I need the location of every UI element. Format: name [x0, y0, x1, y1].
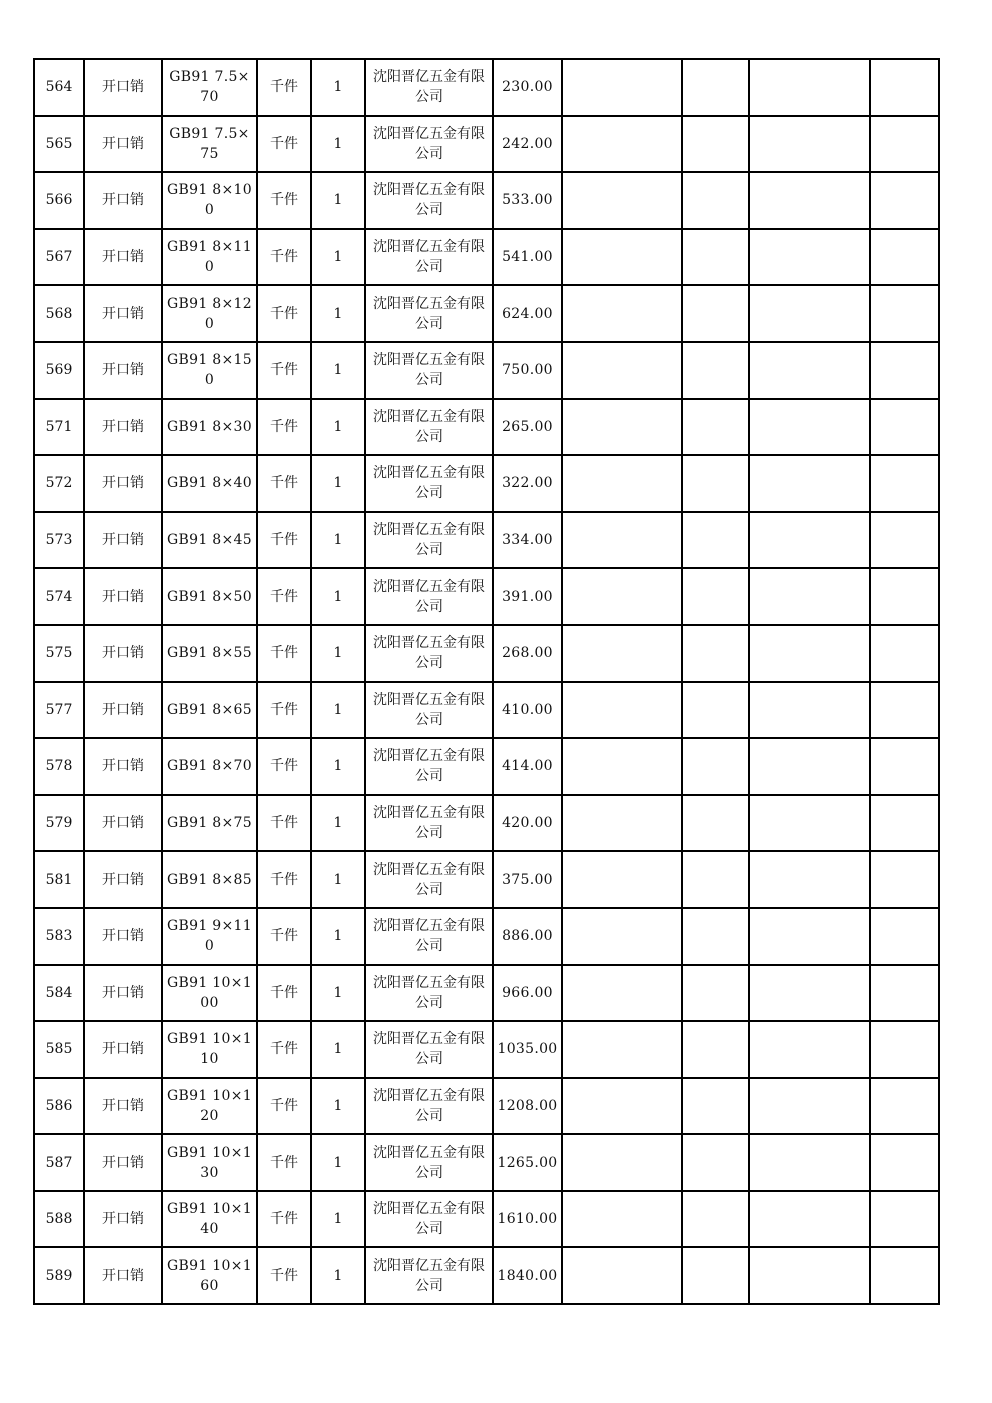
empty-cell — [749, 342, 870, 399]
empty-cell — [562, 59, 682, 116]
empty-cell — [749, 512, 870, 569]
item-unit-cell: 千件 — [257, 59, 311, 116]
item-supplier-cell: 沈阳晋亿五金有限公司 — [365, 908, 493, 965]
table-row — [34, 229, 939, 286]
item-price-cell: 541.00 — [493, 229, 562, 286]
empty-cell — [562, 1191, 682, 1248]
item-name-cell: 开口销 — [84, 455, 162, 512]
item-price-cell: 322.00 — [493, 455, 562, 512]
empty-cell — [749, 455, 870, 512]
empty-cell — [682, 568, 749, 625]
empty-cell — [749, 682, 870, 739]
empty-cell — [870, 908, 939, 965]
item-number-cell: 579 — [34, 795, 84, 852]
item-number-cell: 583 — [34, 908, 84, 965]
item-unit-cell: 千件 — [257, 172, 311, 229]
item-spec-cell: GB91 10×140 — [162, 1191, 257, 1248]
table-row — [34, 738, 939, 795]
empty-cell — [562, 1247, 682, 1304]
item-spec-cell: GB91 8×40 — [162, 455, 257, 512]
item-price-cell: 410.00 — [493, 682, 562, 739]
empty-cell — [682, 908, 749, 965]
item-unit-cell: 千件 — [257, 1247, 311, 1304]
item-price-cell: 242.00 — [493, 116, 562, 173]
item-number-cell: 586 — [34, 1078, 84, 1135]
table-row — [34, 908, 939, 965]
item-spec-cell: GB91 10×110 — [162, 1021, 257, 1078]
item-name-cell: 开口销 — [84, 512, 162, 569]
empty-cell — [870, 851, 939, 908]
empty-cell — [870, 1247, 939, 1304]
item-name-cell: 开口销 — [84, 399, 162, 456]
item-spec-cell: GB91 10×130 — [162, 1134, 257, 1191]
item-price-cell: 1035.00 — [493, 1021, 562, 1078]
table-row — [34, 1191, 939, 1248]
table-row — [34, 1078, 939, 1135]
item-quantity-cell: 1 — [311, 512, 365, 569]
empty-cell — [682, 455, 749, 512]
item-supplier-cell: 沈阳晋亿五金有限公司 — [365, 455, 493, 512]
item-quantity-cell: 1 — [311, 342, 365, 399]
item-spec-cell: GB91 8×75 — [162, 795, 257, 852]
item-supplier-cell: 沈阳晋亿五金有限公司 — [365, 1191, 493, 1248]
empty-cell — [749, 59, 870, 116]
item-price-cell: 268.00 — [493, 625, 562, 682]
item-unit-cell: 千件 — [257, 965, 311, 1022]
empty-cell — [682, 625, 749, 682]
empty-cell — [749, 116, 870, 173]
item-spec-cell: GB91 8×30 — [162, 399, 257, 456]
item-spec-cell: GB91 8×65 — [162, 682, 257, 739]
empty-cell — [682, 965, 749, 1022]
empty-cell — [749, 738, 870, 795]
item-price-cell: 265.00 — [493, 399, 562, 456]
empty-cell — [682, 1191, 749, 1248]
item-name-cell: 开口销 — [84, 1078, 162, 1135]
item-supplier-cell: 沈阳晋亿五金有限公司 — [365, 172, 493, 229]
empty-cell — [870, 342, 939, 399]
item-name-cell: 开口销 — [84, 1247, 162, 1304]
item-number-cell: 575 — [34, 625, 84, 682]
empty-cell — [562, 342, 682, 399]
item-unit-cell: 千件 — [257, 512, 311, 569]
item-spec-cell: GB91 8×50 — [162, 568, 257, 625]
empty-cell — [562, 795, 682, 852]
empty-cell — [870, 285, 939, 342]
item-quantity-cell: 1 — [311, 1247, 365, 1304]
price-table — [33, 58, 940, 1305]
item-quantity-cell: 1 — [311, 795, 365, 852]
empty-cell — [870, 59, 939, 116]
item-spec-cell: GB91 8×55 — [162, 625, 257, 682]
empty-cell — [749, 1078, 870, 1135]
item-price-cell: 375.00 — [493, 851, 562, 908]
item-name-cell: 开口销 — [84, 342, 162, 399]
item-quantity-cell: 1 — [311, 568, 365, 625]
empty-cell — [562, 738, 682, 795]
empty-cell — [682, 59, 749, 116]
empty-cell — [749, 1247, 870, 1304]
item-unit-cell: 千件 — [257, 1191, 311, 1248]
item-unit-cell: 千件 — [257, 285, 311, 342]
empty-cell — [870, 399, 939, 456]
item-name-cell: 开口销 — [84, 1021, 162, 1078]
item-spec-cell: GB91 10×160 — [162, 1247, 257, 1304]
item-quantity-cell: 1 — [311, 172, 365, 229]
item-spec-cell: GB91 10×120 — [162, 1078, 257, 1135]
item-price-cell: 966.00 — [493, 965, 562, 1022]
empty-cell — [870, 568, 939, 625]
empty-cell — [562, 116, 682, 173]
item-supplier-cell: 沈阳晋亿五金有限公司 — [365, 1078, 493, 1135]
empty-cell — [749, 965, 870, 1022]
table-row — [34, 965, 939, 1022]
table-row — [34, 625, 939, 682]
item-unit-cell: 千件 — [257, 908, 311, 965]
empty-cell — [682, 795, 749, 852]
item-supplier-cell: 沈阳晋亿五金有限公司 — [365, 1134, 493, 1191]
item-supplier-cell: 沈阳晋亿五金有限公司 — [365, 116, 493, 173]
item-supplier-cell: 沈阳晋亿五金有限公司 — [365, 682, 493, 739]
table-row — [34, 1021, 939, 1078]
empty-cell — [749, 1191, 870, 1248]
empty-cell — [870, 1191, 939, 1248]
empty-cell — [749, 229, 870, 286]
table-row — [34, 59, 939, 116]
empty-cell — [682, 1247, 749, 1304]
item-supplier-cell: 沈阳晋亿五金有限公司 — [365, 399, 493, 456]
item-spec-cell: GB91 7.5×75 — [162, 116, 257, 173]
item-quantity-cell: 1 — [311, 1191, 365, 1248]
empty-cell — [562, 568, 682, 625]
empty-cell — [749, 1021, 870, 1078]
item-name-cell: 开口销 — [84, 116, 162, 173]
item-unit-cell: 千件 — [257, 738, 311, 795]
item-number-cell: 569 — [34, 342, 84, 399]
item-supplier-cell: 沈阳晋亿五金有限公司 — [365, 568, 493, 625]
item-supplier-cell: 沈阳晋亿五金有限公司 — [365, 285, 493, 342]
table-row — [34, 116, 939, 173]
item-quantity-cell: 1 — [311, 1021, 365, 1078]
item-spec-cell: GB91 10×100 — [162, 965, 257, 1022]
item-price-cell: 750.00 — [493, 342, 562, 399]
empty-cell — [870, 1078, 939, 1135]
item-unit-cell: 千件 — [257, 625, 311, 682]
empty-cell — [682, 512, 749, 569]
item-price-cell: 414.00 — [493, 738, 562, 795]
empty-cell — [562, 455, 682, 512]
item-number-cell: 574 — [34, 568, 84, 625]
empty-cell — [562, 1078, 682, 1135]
item-price-cell: 420.00 — [493, 795, 562, 852]
item-price-cell: 334.00 — [493, 512, 562, 569]
item-price-cell: 1840.00 — [493, 1247, 562, 1304]
item-unit-cell: 千件 — [257, 342, 311, 399]
item-quantity-cell: 1 — [311, 59, 365, 116]
item-number-cell: 564 — [34, 59, 84, 116]
item-quantity-cell: 1 — [311, 1134, 365, 1191]
item-name-cell: 开口销 — [84, 795, 162, 852]
empty-cell — [870, 229, 939, 286]
item-name-cell: 开口销 — [84, 285, 162, 342]
item-number-cell: 578 — [34, 738, 84, 795]
item-name-cell: 开口销 — [84, 59, 162, 116]
empty-cell — [562, 1134, 682, 1191]
table-row — [34, 682, 939, 739]
item-name-cell: 开口销 — [84, 908, 162, 965]
empty-cell — [562, 682, 682, 739]
table-row — [34, 172, 939, 229]
item-spec-cell: GB91 8×150 — [162, 342, 257, 399]
empty-cell — [562, 512, 682, 569]
item-number-cell: 567 — [34, 229, 84, 286]
empty-cell — [682, 1078, 749, 1135]
empty-cell — [562, 285, 682, 342]
empty-cell — [870, 738, 939, 795]
table-row — [34, 342, 939, 399]
empty-cell — [682, 116, 749, 173]
item-number-cell: 568 — [34, 285, 84, 342]
item-supplier-cell: 沈阳晋亿五金有限公司 — [365, 1021, 493, 1078]
empty-cell — [870, 512, 939, 569]
item-quantity-cell: 1 — [311, 229, 365, 286]
item-quantity-cell: 1 — [311, 965, 365, 1022]
item-unit-cell: 千件 — [257, 116, 311, 173]
empty-cell — [682, 229, 749, 286]
item-unit-cell: 千件 — [257, 795, 311, 852]
item-spec-cell: GB91 8×85 — [162, 851, 257, 908]
item-number-cell: 588 — [34, 1191, 84, 1248]
item-price-cell: 1208.00 — [493, 1078, 562, 1135]
empty-cell — [870, 795, 939, 852]
item-unit-cell: 千件 — [257, 682, 311, 739]
item-quantity-cell: 1 — [311, 116, 365, 173]
item-unit-cell: 千件 — [257, 1021, 311, 1078]
item-number-cell: 566 — [34, 172, 84, 229]
item-quantity-cell: 1 — [311, 285, 365, 342]
empty-cell — [562, 399, 682, 456]
empty-cell — [682, 172, 749, 229]
item-name-cell: 开口销 — [84, 229, 162, 286]
item-name-cell: 开口销 — [84, 172, 162, 229]
item-quantity-cell: 1 — [311, 1078, 365, 1135]
item-supplier-cell: 沈阳晋亿五金有限公司 — [365, 512, 493, 569]
item-price-cell: 624.00 — [493, 285, 562, 342]
item-spec-cell: GB91 7.5×70 — [162, 59, 257, 116]
table-row — [34, 851, 939, 908]
item-spec-cell: GB91 9×110 — [162, 908, 257, 965]
item-price-cell: 1265.00 — [493, 1134, 562, 1191]
item-unit-cell: 千件 — [257, 568, 311, 625]
item-supplier-cell: 沈阳晋亿五金有限公司 — [365, 342, 493, 399]
table-body — [34, 59, 939, 1304]
item-number-cell: 581 — [34, 851, 84, 908]
table-row — [34, 512, 939, 569]
empty-cell — [562, 172, 682, 229]
table-row — [34, 285, 939, 342]
item-number-cell: 577 — [34, 682, 84, 739]
empty-cell — [870, 116, 939, 173]
item-name-cell: 开口销 — [84, 568, 162, 625]
empty-cell — [749, 908, 870, 965]
item-quantity-cell: 1 — [311, 625, 365, 682]
table-row — [34, 455, 939, 512]
empty-cell — [562, 1021, 682, 1078]
empty-cell — [749, 568, 870, 625]
empty-cell — [870, 682, 939, 739]
item-name-cell: 开口销 — [84, 625, 162, 682]
empty-cell — [749, 172, 870, 229]
table-row — [34, 399, 939, 456]
item-supplier-cell: 沈阳晋亿五金有限公司 — [365, 851, 493, 908]
item-unit-cell: 千件 — [257, 229, 311, 286]
item-unit-cell: 千件 — [257, 455, 311, 512]
item-number-cell: 587 — [34, 1134, 84, 1191]
item-name-cell: 开口销 — [84, 1134, 162, 1191]
empty-cell — [562, 625, 682, 682]
item-price-cell: 886.00 — [493, 908, 562, 965]
item-supplier-cell: 沈阳晋亿五金有限公司 — [365, 1247, 493, 1304]
item-supplier-cell: 沈阳晋亿五金有限公司 — [365, 59, 493, 116]
item-supplier-cell: 沈阳晋亿五金有限公司 — [365, 795, 493, 852]
empty-cell — [870, 965, 939, 1022]
item-supplier-cell: 沈阳晋亿五金有限公司 — [365, 738, 493, 795]
empty-cell — [749, 1134, 870, 1191]
empty-cell — [682, 1021, 749, 1078]
item-name-cell: 开口销 — [84, 965, 162, 1022]
item-supplier-cell: 沈阳晋亿五金有限公司 — [365, 965, 493, 1022]
empty-cell — [749, 285, 870, 342]
empty-cell — [682, 682, 749, 739]
item-price-cell: 230.00 — [493, 59, 562, 116]
item-quantity-cell: 1 — [311, 738, 365, 795]
empty-cell — [682, 738, 749, 795]
item-unit-cell: 千件 — [257, 1134, 311, 1191]
item-name-cell: 开口销 — [84, 1191, 162, 1248]
empty-cell — [562, 851, 682, 908]
item-number-cell: 572 — [34, 455, 84, 512]
empty-cell — [562, 908, 682, 965]
empty-cell — [870, 172, 939, 229]
empty-cell — [870, 625, 939, 682]
item-price-cell: 1610.00 — [493, 1191, 562, 1248]
table-row — [34, 1247, 939, 1304]
empty-cell — [870, 1021, 939, 1078]
item-supplier-cell: 沈阳晋亿五金有限公司 — [365, 625, 493, 682]
empty-cell — [749, 625, 870, 682]
item-spec-cell: GB91 8×110 — [162, 229, 257, 286]
item-spec-cell: GB91 8×70 — [162, 738, 257, 795]
item-number-cell: 565 — [34, 116, 84, 173]
empty-cell — [562, 229, 682, 286]
item-spec-cell: GB91 8×120 — [162, 285, 257, 342]
item-unit-cell: 千件 — [257, 399, 311, 456]
empty-cell — [682, 851, 749, 908]
item-unit-cell: 千件 — [257, 851, 311, 908]
item-name-cell: 开口销 — [84, 682, 162, 739]
empty-cell — [682, 1134, 749, 1191]
item-unit-cell: 千件 — [257, 1078, 311, 1135]
item-number-cell: 573 — [34, 512, 84, 569]
item-spec-cell: GB91 8×45 — [162, 512, 257, 569]
table-row — [34, 1134, 939, 1191]
empty-cell — [870, 1134, 939, 1191]
table-row — [34, 568, 939, 625]
item-price-cell: 391.00 — [493, 568, 562, 625]
empty-cell — [682, 285, 749, 342]
empty-cell — [749, 399, 870, 456]
item-quantity-cell: 1 — [311, 455, 365, 512]
empty-cell — [749, 795, 870, 852]
empty-cell — [870, 455, 939, 512]
item-number-cell: 585 — [34, 1021, 84, 1078]
item-supplier-cell: 沈阳晋亿五金有限公司 — [365, 229, 493, 286]
item-spec-cell: GB91 8×100 — [162, 172, 257, 229]
table-row — [34, 795, 939, 852]
empty-cell — [749, 851, 870, 908]
empty-cell — [682, 342, 749, 399]
empty-cell — [562, 965, 682, 1022]
item-name-cell: 开口销 — [84, 851, 162, 908]
item-number-cell: 571 — [34, 399, 84, 456]
item-quantity-cell: 1 — [311, 682, 365, 739]
item-number-cell: 584 — [34, 965, 84, 1022]
item-name-cell: 开口销 — [84, 738, 162, 795]
item-quantity-cell: 1 — [311, 399, 365, 456]
empty-cell — [682, 399, 749, 456]
item-price-cell: 533.00 — [493, 172, 562, 229]
item-quantity-cell: 1 — [311, 851, 365, 908]
item-number-cell: 589 — [34, 1247, 84, 1304]
item-quantity-cell: 1 — [311, 908, 365, 965]
